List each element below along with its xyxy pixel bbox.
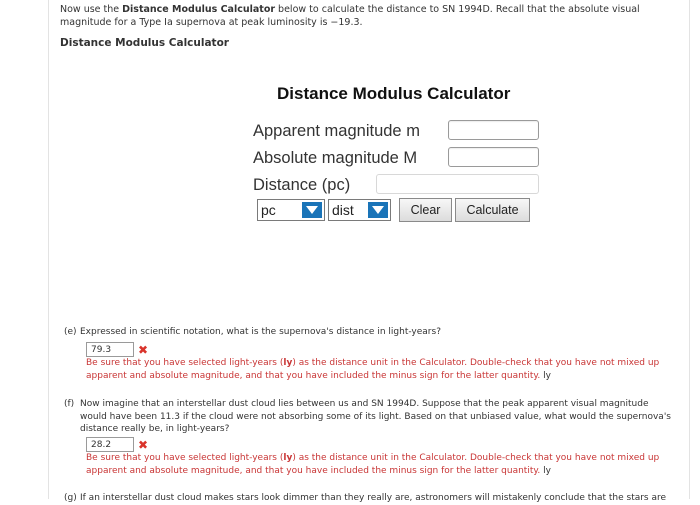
question-g-letter: (g) — [64, 493, 77, 503]
incorrect-x-icon: ✖ — [138, 438, 149, 452]
incorrect-x-icon: ✖ — [138, 343, 149, 357]
question-g-text: If an interstellar dust cloud makes stars look dimmer than they really are, astronomers will mistakenly conclude that the stars are — [80, 493, 667, 503]
feedback-f — [86, 452, 676, 477]
feedback-e-unit: ly — [283, 358, 293, 368]
apparent-magnitude-label: Apparent magnitude m — [253, 122, 420, 140]
feedback-e-part2: ) as the distance unit in the Calculator. Double-check that you have not mixed up apparent and absolute magnitude, and that you have included the minus sign for the latter quantity. — [86, 358, 660, 381]
intro-text — [60, 3, 685, 29]
question-f — [64, 398, 674, 436]
calculator-title: Distance Modulus Calculator — [277, 84, 511, 103]
unit-select[interactable] — [257, 199, 325, 221]
absolute-magnitude-input[interactable] — [448, 147, 539, 167]
feedback-f-part2: ) as the distance unit in the Calculator. Double-check that you have not mixed up apparent and absolute magnitude, and that you have included the minus sign for the latter quantity. — [86, 453, 660, 476]
section-label: Distance Modulus Calculator — [60, 37, 229, 49]
chevron-down-icon — [368, 202, 388, 218]
question-g — [64, 492, 674, 504]
calculate-button[interactable]: Calculate — [455, 198, 530, 222]
answer-f-input[interactable]: 28.2 — [86, 437, 134, 452]
unit-select-value: pc — [261, 202, 276, 218]
mode-select-value: dist — [332, 202, 354, 218]
intro-suffix: below to calculate the distance to SN 1994D. Recall that the absolute visual magnitude for a Type Ia supernova at peak luminosity is −19.3. — [60, 4, 640, 28]
apparent-magnitude-input[interactable] — [448, 120, 539, 140]
answer-e-input[interactable]: 79.3 — [86, 342, 134, 357]
chevron-down-icon — [302, 202, 322, 218]
feedback-e-part1: Be sure that you have selected light-years ( — [86, 358, 284, 368]
feedback-f-unit: ly — [283, 453, 293, 463]
intro-prefix: Now use the — [60, 4, 123, 15]
feedback-e — [86, 357, 676, 382]
question-e-letter: (e) — [64, 327, 77, 337]
feedback-f-part1: Be sure that you have selected light-years ( — [86, 453, 284, 463]
intro-bold: Distance Modulus Calculator — [122, 4, 276, 15]
absolute-magnitude-label: Absolute magnitude M — [253, 149, 418, 167]
feedback-e-tail: ly — [540, 370, 551, 381]
mode-select[interactable] — [328, 199, 391, 221]
question-page — [48, 0, 690, 503]
question-f-text: Now imagine that an interstellar dust cloud lies between us and SN 1994D. Suppose that the peak apparent visual magnitude would have been 11.3 if the cloud were not absorbing some of its light. Based on that unbiased value, what would the supernova's distance really be, in light-years? — [80, 399, 671, 434]
question-e-text: Expressed in scientific notation, what is the supernova's distance in light-years? — [80, 327, 441, 337]
feedback-f-tail: ly — [540, 465, 551, 476]
distance-input[interactable] — [376, 174, 539, 194]
clear-button[interactable]: Clear — [399, 198, 452, 222]
question-e — [64, 326, 674, 340]
question-f-letter: (f) — [64, 399, 75, 409]
distance-label: Distance (pc) — [253, 176, 351, 194]
